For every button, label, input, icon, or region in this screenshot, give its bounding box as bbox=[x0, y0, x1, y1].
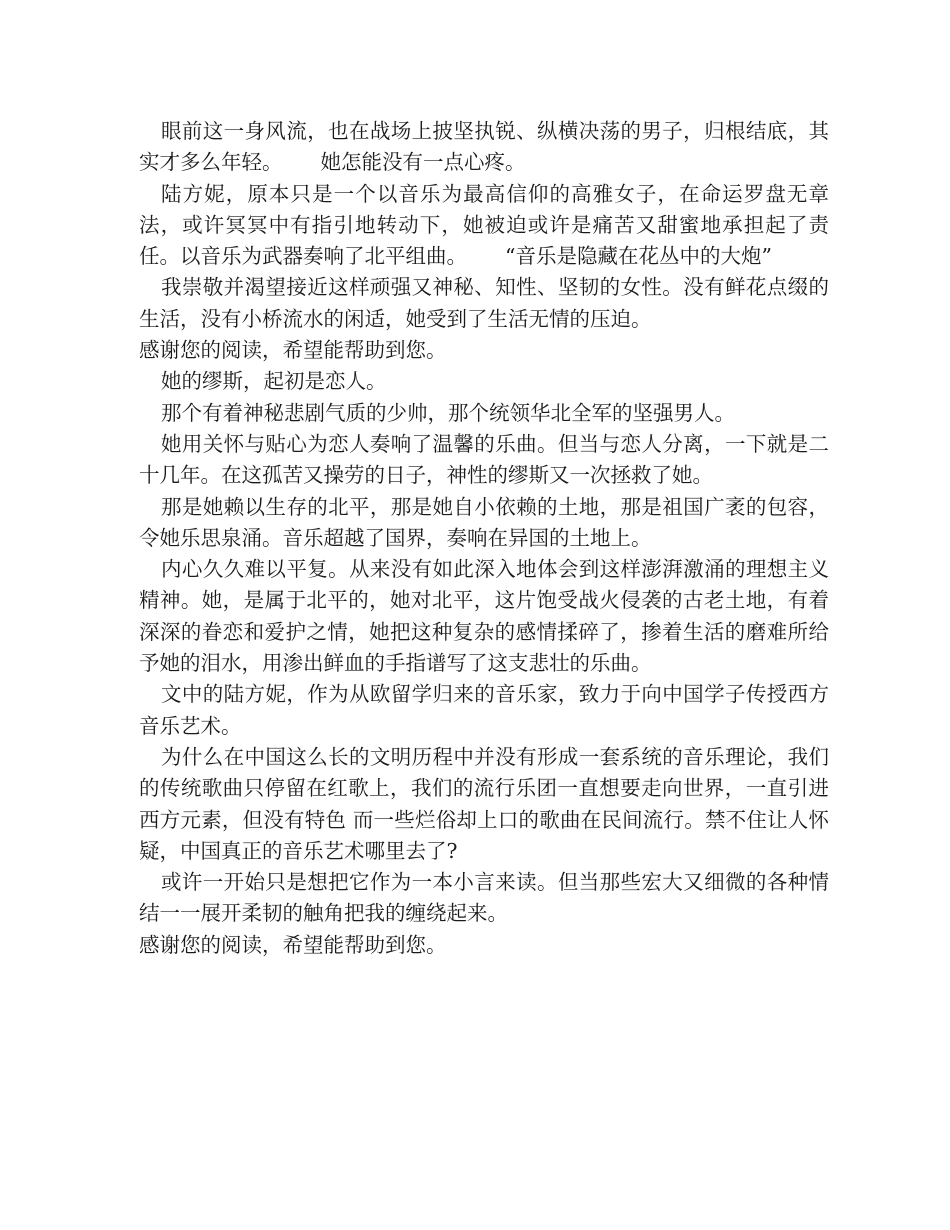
paragraph bbox=[139, 429, 829, 492]
paragraph-text: 那是她赖以生存的北平，那是她自小依赖的土地，那是祖国广袤的包容，令她乐思泉涌。音乐超越了国界，奏响在异国的土地上。 bbox=[139, 494, 829, 550]
paragraph-text: 内心久久难以平复。从来没有如此深入地体会到这样澎湃激涌的理想主义精神。她，是属于北平的，她对北平，这片饱受战火侵袭的古老土地，有着深深的眷恋和爱护之情，她把这种复杂的感情揉碎了，掺着生活的磨难所给予她的泪水，用渗出鲜血的手指谱写了这支悲壮的乐曲。 bbox=[139, 557, 829, 676]
paragraph bbox=[139, 742, 829, 867]
paragraph-text: 眼前这一身风流，也在战场上披坚执锐、纵横决荡的男子，归根结底，其实才多么年轻。 bbox=[139, 119, 829, 175]
paragraph bbox=[139, 366, 829, 397]
paragraph bbox=[139, 116, 829, 179]
thanks-note bbox=[139, 335, 829, 366]
quote-text: “音乐是隐藏在花丛中的大炮” bbox=[505, 244, 772, 269]
paragraph bbox=[139, 179, 829, 273]
paragraph bbox=[139, 492, 829, 555]
paragraph-text: 为什么在中国这么长的文明历程中并没有形成一套系统的音乐理论，我们的传统歌曲只停留在红歌上，我们的流行乐团一直想要走向世界，一直引进西方元素，但没有特色 而一些烂俗却上口的歌曲在民间流行。禁不住让人怀疑，中国真正的音乐艺术哪里去了? bbox=[139, 744, 829, 863]
paragraph bbox=[139, 554, 829, 679]
paragraph-text: 文中的陆方妮，作为从欧留学归来的音乐家，致力于向中国学子传授西方音乐艺术。 bbox=[139, 682, 829, 738]
paragraph-text: 那个有着神秘悲剧气质的少帅，那个统领华北全军的坚强男人。 bbox=[161, 400, 735, 425]
paragraph-text: 她怎能没有一点心疼。 bbox=[320, 150, 526, 175]
document-body bbox=[139, 116, 829, 961]
paragraph-text: 或许一开始只是想把它作为一本小言来读。但当那些宏大又细微的各种情结一一展开柔韧的触角把我的缠绕起来。 bbox=[139, 870, 829, 926]
paragraph bbox=[139, 272, 829, 335]
paragraph bbox=[139, 398, 829, 429]
thanks-text: 感谢您的阅读，希望能帮助到您。 bbox=[139, 932, 447, 957]
paragraph bbox=[139, 867, 829, 930]
thanks-text: 感谢您的阅读，希望能帮助到您。 bbox=[139, 338, 447, 363]
paragraph-text: 我崇敬并渴望接近这样顽强又神秘、知性、坚韧的女性。没有鲜花点缀的生活，没有小桥流水的闲适，她受到了生活无情的压迫。 bbox=[139, 275, 829, 331]
paragraph-text: 她的缪斯，起初是恋人。 bbox=[161, 369, 387, 394]
thanks-note bbox=[139, 930, 829, 961]
paragraph bbox=[139, 679, 829, 742]
paragraph-text: 她用关怀与贴心为恋人奏响了温馨的乐曲。但当与恋人分离，一下就是二十几年。在这孤苦又操劳的日子，神性的缪斯又一次拯救了她。 bbox=[139, 431, 829, 488]
paragraph-text: 陆方妮，原本只是一个以音乐为最高信仰的高雅女子，在命运罗盘无章法，或许冥冥中有指引地转动下，她被迫或许是痛苦又甜蜜地承担起了责任。以音乐为武器奏响了北平组曲。 bbox=[139, 181, 829, 269]
